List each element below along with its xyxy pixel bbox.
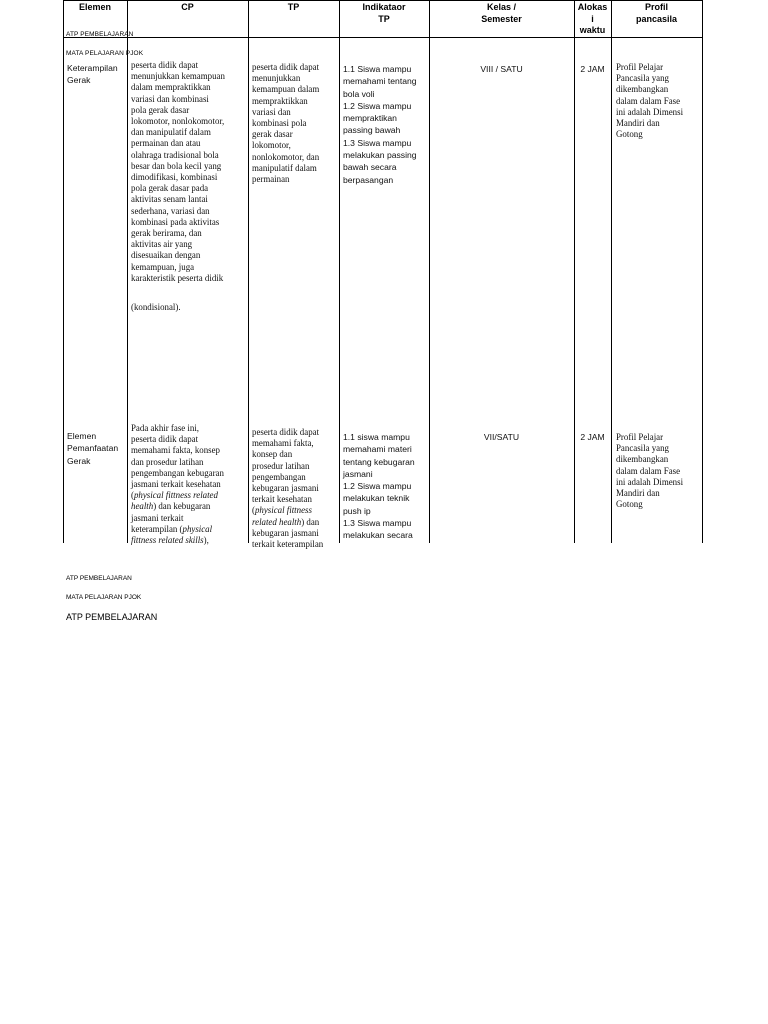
- header-cp-text: CP: [181, 2, 194, 12]
- col-border: [429, 0, 430, 543]
- text-line: manipulatif dalam: [252, 162, 317, 173]
- header-alokasi-line: waktu: [579, 25, 606, 35]
- text-line: terkait kesehatan: [252, 494, 312, 505]
- text-line: Profil Pelajar: [616, 62, 664, 72]
- text-line: mempraktikkan: [252, 95, 308, 106]
- text-line: Keterampilan: [67, 63, 118, 73]
- text-line: Mandiri dan: [616, 118, 660, 129]
- italic-span: physical fittness: [254, 505, 312, 516]
- header-tp-text: TP: [287, 2, 300, 12]
- header-profil-line: Profil: [644, 2, 668, 12]
- text-line: 1.2 Siswa mampu: [343, 100, 412, 111]
- text-line: gerak berirama, dan: [131, 228, 202, 239]
- text-line: permainan dan atau: [131, 138, 201, 149]
- table-top-border: [63, 0, 703, 1]
- text-line: [252, 517, 340, 528]
- text-line: variasi dan: [252, 106, 291, 117]
- text-line: kemampuan dalam: [252, 84, 320, 95]
- row1-elemen: [67, 62, 127, 87]
- footer-atp-large: ATP PEMBELAJARAN: [66, 612, 158, 622]
- text-line: kombinasi pada aktivitas: [131, 216, 220, 227]
- text-line: Pada akhir fase ini,: [131, 423, 200, 433]
- text-line: kebugaran jasmani: [252, 527, 319, 538]
- text-line: dimodifikasi, kombinasi: [131, 172, 218, 183]
- text-line: melakukan secara: [343, 530, 413, 541]
- text-line: olahraga tradisional bola: [131, 149, 219, 160]
- text-line: mempraktikan: [343, 113, 397, 124]
- text-span: ) dan: [301, 516, 320, 527]
- text-line: aktivitas air yang: [131, 239, 193, 250]
- text-line: aktivitas senam lantai: [131, 194, 208, 205]
- text-line: Gotong: [616, 499, 643, 510]
- text-line: Gerak: [67, 75, 91, 86]
- text-line: dikembangkan: [616, 454, 669, 465]
- text-span: ),: [203, 535, 209, 546]
- text-span: ) dan kebugaran: [153, 501, 211, 512]
- header-tp: [248, 2, 339, 14]
- text-line: Pemanfaatan: [67, 443, 119, 454]
- text-line: melakukan teknik: [343, 493, 410, 504]
- italic-span: fittness related skills: [131, 535, 204, 546]
- text-span: keterampilan (: [131, 523, 183, 534]
- row2-kelas: VII/SATU: [483, 432, 520, 442]
- text-line: variasi dan kombinasi: [131, 93, 209, 104]
- row1-cp-extra: (kondisional).: [131, 302, 181, 312]
- row2-profil: [616, 432, 702, 510]
- text-line: disesuaikan dengan: [131, 250, 201, 261]
- text-line: menunjukkan: [252, 73, 301, 84]
- row2-tp: [252, 427, 340, 550]
- text-line: Gerak: [67, 455, 91, 466]
- col-border: [702, 0, 703, 543]
- header-alokasi: [574, 2, 611, 37]
- text-line: lokomotor,: [252, 140, 291, 151]
- italic-span: related health: [252, 516, 302, 527]
- text-line: Profil Pelajar: [616, 432, 664, 442]
- text-line: kemampuan, juga: [131, 261, 195, 272]
- text-line: kombinasi pola: [252, 118, 307, 129]
- text-line: 1.2 Siswa mampu: [343, 481, 412, 492]
- header-kelas-line: Kelas /: [486, 2, 517, 12]
- overlay-atp-label: ATP PEMBELAJARAN: [66, 31, 134, 38]
- text-span: (: [252, 505, 255, 516]
- text-line: [252, 505, 340, 516]
- header-indikator-line: TP: [378, 13, 390, 24]
- text-line: peserta didik dapat: [131, 60, 199, 70]
- col-border: [574, 0, 575, 543]
- italic-span: physical: [182, 523, 213, 534]
- text-line: Pancasila yang: [616, 443, 669, 454]
- row2-indikator: [343, 431, 429, 542]
- italic-span: physical fittness related: [133, 490, 218, 501]
- text-line: 1.1 siswa mampu: [343, 432, 410, 442]
- atp-table: [63, 0, 703, 550]
- text-line: permainan: [252, 174, 290, 185]
- text-span: (: [131, 490, 134, 501]
- text-line: passing bawah: [343, 125, 401, 136]
- header-indikator: [339, 2, 429, 25]
- row2-alokasi: 2 JAM: [580, 432, 605, 442]
- text-line: [131, 490, 249, 501]
- text-line: push ip: [343, 505, 371, 516]
- row1-alokasi: 2 JAM: [580, 64, 605, 74]
- italic-span: health: [131, 501, 154, 512]
- text-line: jasmani terkait: [131, 512, 184, 523]
- footer-atp-small: ATP PEMBELAJARAN: [66, 575, 132, 582]
- text-line: bola voli: [343, 88, 375, 99]
- text-line: berpasangan: [343, 174, 394, 185]
- row1-kelas: VIII / SATU: [480, 64, 523, 74]
- header-kelas: [429, 2, 574, 25]
- text-line: prosedur latihan: [252, 460, 310, 471]
- text-line: pengembangan: [252, 471, 306, 482]
- text-line: gerak dasar: [252, 129, 293, 140]
- text-line: peserta didik dapat: [252, 427, 320, 437]
- row2-cp: [131, 423, 249, 546]
- text-line: bawah secara: [343, 162, 397, 173]
- col-border: [611, 0, 612, 543]
- col-border: [127, 0, 128, 543]
- footer-mapel-small: MATA PELAJARAN PJOK: [66, 594, 142, 601]
- header-profil-line: pancasila: [635, 13, 678, 24]
- text-line: dan prosedur latihan: [131, 456, 204, 467]
- text-line: [131, 501, 249, 512]
- text-line: memahami fakta, konsep: [131, 445, 220, 456]
- text-line: memahami fakta,: [252, 438, 314, 449]
- text-line: dalam mempraktikkan: [131, 82, 211, 93]
- text-line: pengembangan kebugaran: [131, 467, 224, 478]
- text-line: memahami materi: [343, 444, 412, 455]
- text-line: pola gerak dasar: [131, 104, 190, 115]
- text-line: karakteristik peserta didik: [131, 272, 224, 283]
- text-line: dalam dalam Fase: [616, 95, 681, 106]
- header-alokasi-line: i: [591, 13, 594, 24]
- header-kelas-line: Semester: [481, 13, 522, 24]
- text-line: jasmani terkait kesehatan: [131, 479, 221, 490]
- text-line: peserta didik dapat: [131, 434, 199, 445]
- text-line: nonlokomotor, dan: [252, 151, 320, 162]
- text-line: dalam dalam Fase: [616, 465, 681, 476]
- header-cp: [127, 2, 248, 14]
- text-line: peserta didik dapat: [252, 62, 320, 72]
- text-line: sederhana, variasi dan: [131, 205, 210, 216]
- text-line: tentang kebugaran: [343, 456, 415, 467]
- text-line: [131, 524, 249, 535]
- header-profil: [611, 2, 702, 25]
- text-line: 1.1 Siswa mampu: [343, 64, 412, 74]
- text-line: Mandiri dan: [616, 488, 660, 499]
- text-line: lokomotor, nonlokomotor,: [131, 116, 225, 127]
- header-bottom-border: [63, 37, 703, 38]
- header-elemen: [63, 2, 127, 14]
- header-alokasi-line: Alokas: [577, 2, 608, 12]
- col-border: [63, 0, 64, 543]
- text-line: jasmani: [343, 468, 373, 479]
- row1-profil: [616, 62, 702, 140]
- text-line: Pancasila yang: [616, 73, 669, 84]
- row2-elemen: [67, 430, 127, 467]
- text-line: memahami tentang: [343, 76, 417, 87]
- text-line: Elemen: [67, 431, 97, 441]
- text-line: konsep dan: [252, 449, 293, 460]
- text-line: melakukan passing: [343, 150, 417, 161]
- header-indikator-line: Indikataor: [362, 2, 406, 12]
- text-line: [131, 535, 249, 546]
- text-line: 1.3 Siswa mampu: [343, 518, 412, 529]
- overlay-mapel-label: MATA PELAJARAN PJOK: [66, 50, 144, 57]
- text-line: pola gerak dasar pada: [131, 183, 209, 194]
- row1-cp: [131, 60, 249, 284]
- text-line: ini adalah Dimensi: [616, 476, 684, 487]
- row1-indikator: [343, 63, 429, 186]
- row1-tp: [252, 62, 340, 185]
- text-line: dan manipulatif dalam: [131, 127, 211, 138]
- text-line: besar dan bola kecil yang: [131, 160, 222, 171]
- header-elemen-text: Elemen: [78, 2, 111, 12]
- text-line: 1.3 Siswa mampu: [343, 137, 412, 148]
- text-line: menunjukkan kemampuan: [131, 71, 225, 82]
- text-line: dikembangkan: [616, 84, 669, 95]
- text-line: terkait keterampilan: [252, 539, 324, 550]
- text-line: kebugaran jasmani: [252, 483, 319, 494]
- text-line: Gotong: [616, 129, 643, 140]
- text-line: ini adalah Dimensi: [616, 106, 684, 117]
